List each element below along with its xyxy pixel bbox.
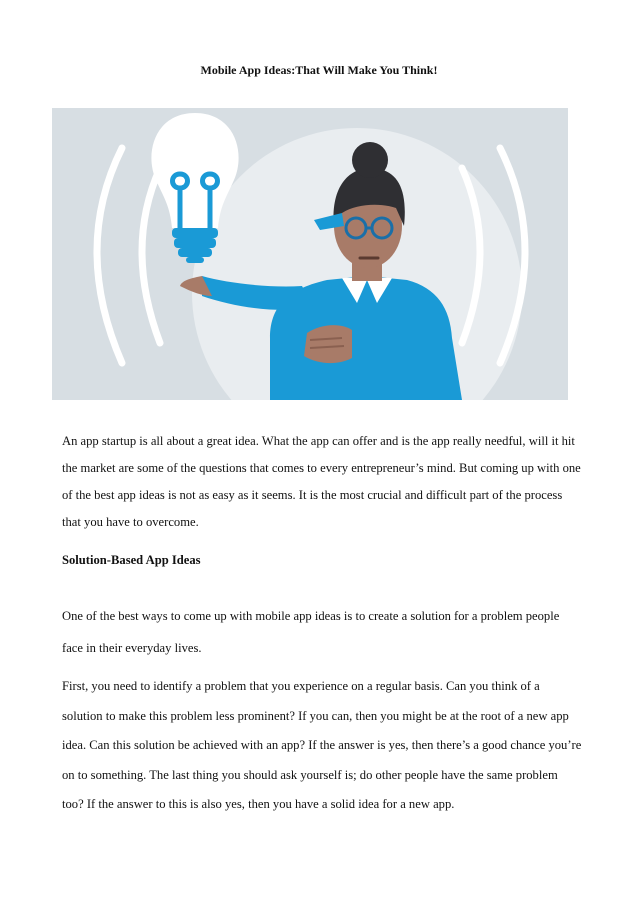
hero-illustration [52, 108, 568, 400]
section-paragraph-1: One of the best ways to come up with mobile app ideas is to create a solution for a problem people face in their everyday lives. [62, 609, 560, 655]
page-title: Mobile App Ideas:That Will Make You Think! [200, 63, 438, 77]
section-heading: Solution-Based App Ideas [62, 553, 201, 567]
section-paragraph-2: First, you need to identify a problem that you experience on a regular basis. Can you think of a solution to make this problem less prominent? If you can, then you might be at the root of a new app idea. Can this solution be achieved with an app? If the answer is yes, then there’s a good chance you’re on to something. The last thing you should ask yourself is; do other people have the same problem too? If the answer to this is also yes, then you have a solid idea for a new app. [62, 679, 582, 811]
intro-paragraph: An app startup is all about a great idea. What the app can offer and is the app really needful, will it hit the market are some of the questions that comes to every entrepreneur’s mind. But coming up with one of the best app ideas is not as easy as it seems. It is the most crucial and difficult part of the process that you have to overcome. [62, 434, 581, 529]
